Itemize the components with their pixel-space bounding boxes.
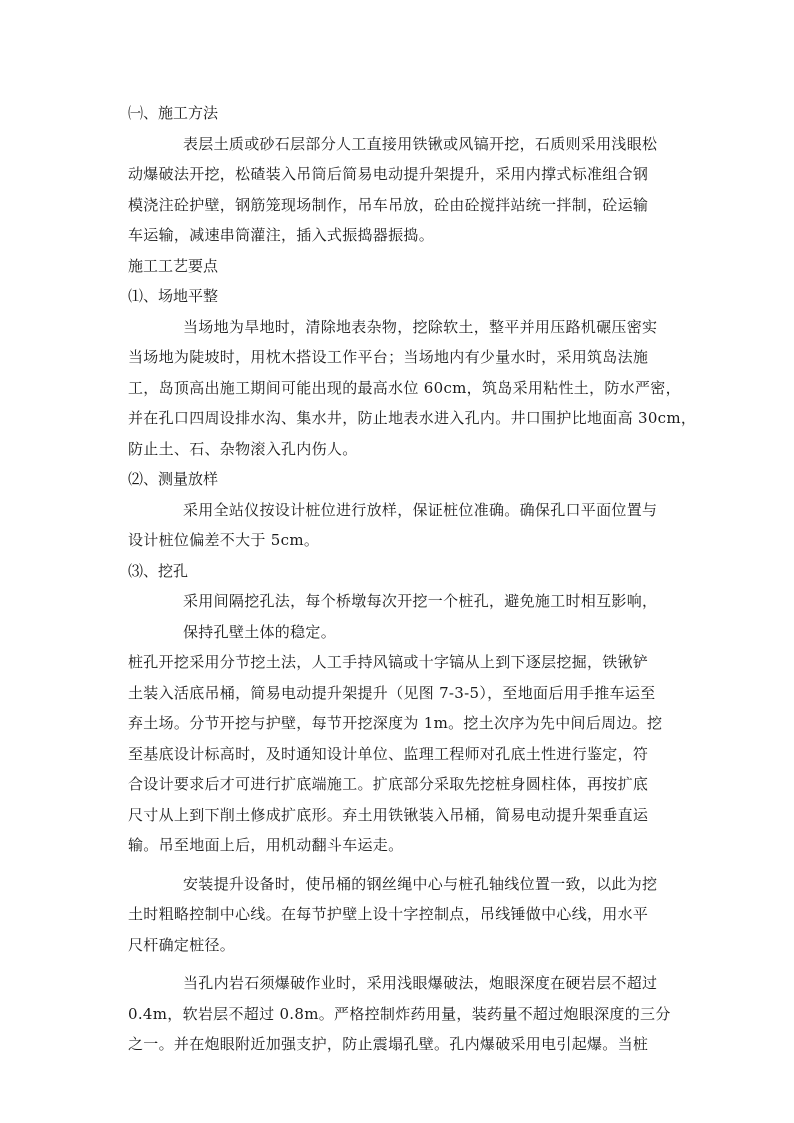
paragraph-line: 设计桩位偏差不大于 5cm。 [128, 531, 320, 549]
paragraph-line: 输。吊至地面上后，用机动翻斗车运走。 [128, 836, 404, 854]
process-heading: 施工工艺要点 [128, 256, 219, 275]
paragraph-line: 合设计要求后才可进行扩底端施工。扩底部分采取先挖桩身圆柱体，再按扩底 [128, 775, 649, 793]
paragraph-line: 车运输，减速串筒灌注，插入式振捣器振捣。 [128, 226, 435, 244]
paragraph-line: 当场地为旱地时，清除地表杂物，挖除软土，整平并用压路机碾压密实 [183, 317, 658, 336]
paragraph-line: 尺杆确定桩径。 [128, 935, 236, 954]
paragraph-line: 安装提升设备时，使吊桶的钢丝绳中心与桩孔轴线位置一致，以此为挖 [183, 874, 658, 893]
paragraph-line: 土时粗略控制中心线。在每节护壁上设十字控制点，吊线锤做中心线，用水平 [128, 905, 649, 923]
paragraph-line: 至基底设计标高时，及时通知设计单位、监理工程师对孔底土性进行鉴定，符 [128, 744, 649, 763]
paragraph-line: 土装入活底吊桶，简易电动提升架提升（见图 7-3-5），至地面后用手推车运至 [128, 683, 656, 702]
paragraph-line: 尺寸从上到下削土修成扩底形。弃土用铁锹装入吊桶，简易电动提升架垂直运 [128, 805, 649, 824]
document-page [128, 98, 697, 1060]
paragraph-gap [128, 960, 660, 968]
paragraph-line: 防止土、石、杂物滚入孔内伤人。 [128, 439, 358, 458]
paragraph-line: 模浇注砼护壁，钢筋笼现场制作，吊车吊放，砼由砼搅拌站统一拌制，砼运输 [128, 195, 649, 214]
paragraph-line: 动爆破法开挖，松碴装入吊筒后简易电动提升架提升，采用内撑式标准组合钢 [128, 165, 649, 183]
paragraph-line: 保持孔壁土体的稳定。 [183, 622, 337, 641]
paragraph-line: 桩孔开挖采用分节挖土法，人工手持风镐或十字镐从上到下逐层挖掘，铁锹铲 [128, 653, 649, 671]
paragraph-line: 并在孔口四周设排水沟、集水井，防止地表水进入孔内。井口围护比地面高 30cm， [128, 409, 697, 427]
paragraph-line: 0.4m，软岩层不超过 0.8m。严格控制炸药用量，装药量不超过炮眼深度的三分 [128, 1004, 671, 1023]
paragraph-line: 采用间隔挖孔法，每个桥墩每次开挖一个桩孔，避免施工时相互影响， [183, 592, 658, 610]
item3-heading: ⑶、挖孔 [128, 561, 189, 580]
paragraph-line: 之一。并在炮眼附近加强支护，防止震塌孔壁。孔内爆破采用电引起爆。当桩 [128, 1035, 649, 1053]
section-heading: ㈠、施工方法 [128, 104, 219, 122]
paragraph-gap [128, 861, 660, 869]
paragraph-line: 表层土质或砂石层部分人工直接用铁锹或风镐开挖，石质则采用浅眼松 [183, 134, 658, 153]
paragraph-line: 弃土场。分节开挖与护壁，每节开挖深度为 1m。挖土次序为先中间后周边。挖 [128, 714, 663, 732]
paragraph-line: 采用全站仪按设计桩位进行放样，保证桩位准确。确保孔口平面位置与 [183, 500, 658, 519]
item2-heading: ⑵、测量放样 [128, 470, 219, 488]
paragraph-line: 当孔内岩石须爆破作业时，采用浅眼爆破法，炮眼深度在硬岩层不超过 [183, 974, 658, 992]
paragraph-line: 工，岛顶高出施工期间可能出现的最高水位 60cm，筑岛采用粘性土，防水严密， [128, 378, 681, 397]
paragraph-line: 当场地为陡坡时，用枕木搭设工作平台；当场地内有少量水时，采用筑岛法施 [128, 348, 649, 366]
item1-heading: ⑴、场地平整 [128, 287, 219, 305]
